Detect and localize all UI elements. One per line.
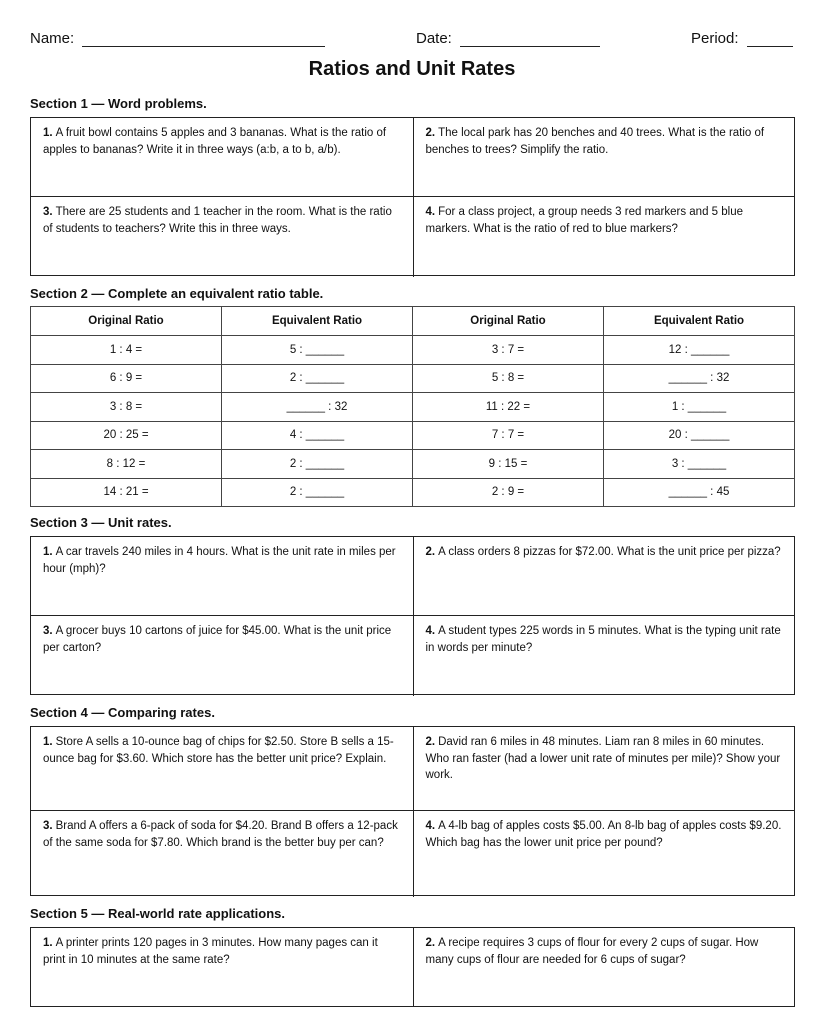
- section-5-title: Section 5 — Real-world rate applications.: [30, 906, 286, 921]
- date-field: [416, 30, 600, 47]
- problem-number: 4.: [425, 820, 436, 832]
- original-ratio-cell: 3 : 7 =: [413, 336, 604, 365]
- original-ratio-cell: 7 : 7 =: [413, 421, 604, 450]
- problem-text: A recipe requires 3 cups of flour for every 2 cups of sugar. How many cups of flour are needed for 6 cups of sugar?: [425, 937, 759, 966]
- section-4-problem-4: [413, 811, 795, 897]
- equivalent-ratio-cell[interactable]: 1 : ______: [604, 393, 795, 422]
- original-ratio-cell: 11 : 22 =: [413, 393, 604, 422]
- original-ratio-cell: 20 : 25 =: [31, 421, 222, 450]
- period-blank-line[interactable]: [747, 32, 793, 47]
- section-1-problem-2: [413, 118, 795, 197]
- section-3-title: Section 3 — Unit rates.: [30, 515, 172, 530]
- section-1-title: Section 1 — Word problems.: [30, 96, 207, 111]
- table-row: [31, 421, 795, 450]
- original-ratio-cell: 1 : 4 =: [31, 336, 222, 365]
- original-ratio-cell: 6 : 9 =: [31, 364, 222, 393]
- column-header: Original Ratio: [31, 307, 222, 336]
- problem-text: Brand A offers a 6-pack of soda for $4.20. Brand B offers a 12-pack of the same soda for $7.80. Which brand is the better buy per can?: [43, 820, 398, 849]
- problem-number: 4.: [425, 206, 436, 218]
- section-5-problem-1: [31, 928, 413, 1006]
- original-ratio-cell: 3 : 8 =: [31, 393, 222, 422]
- equivalent-ratio-cell[interactable]: 20 : ______: [604, 421, 795, 450]
- section-4-grid: [30, 726, 795, 896]
- problem-text: David ran 6 miles in 48 minutes. Liam ran 8 miles in 60 minutes. Who ran faster (had a lower unit rate of minutes per mile)? Show your work.: [425, 736, 781, 781]
- date-label: Date:: [416, 30, 452, 47]
- section-4-problem-3: [31, 811, 413, 897]
- problem-number: 3.: [43, 820, 53, 832]
- problem-text: A student types 225 words in 5 minutes. What is the typing unit rate in words per minute?: [425, 625, 781, 654]
- section-1-problem-4: [413, 197, 795, 277]
- section-4-problem-1: [31, 727, 413, 811]
- problem-number: 3.: [43, 206, 53, 218]
- equivalent-ratio-cell[interactable]: 5 : ______: [222, 336, 413, 365]
- period-label: Period:: [691, 30, 739, 47]
- section-2-title: Section 2 — Complete an equivalent ratio table.: [30, 286, 324, 301]
- equivalent-ratio-cell[interactable]: 2 : ______: [222, 450, 413, 479]
- problem-number: 2.: [425, 127, 436, 139]
- section-1-problem-1: [31, 118, 413, 197]
- problem-number: 2.: [425, 937, 436, 949]
- problem-number: 4.: [425, 625, 436, 637]
- original-ratio-cell: 14 : 21 =: [31, 478, 222, 507]
- column-header: Equivalent Ratio: [222, 307, 413, 336]
- problem-number: 1.: [43, 937, 53, 949]
- problem-text: A car travels 240 miles in 4 hours. What is the unit rate in miles per hour (mph)?: [43, 546, 396, 575]
- equivalent-ratio-table: [30, 306, 795, 507]
- equivalent-ratio-cell[interactable]: 2 : ______: [222, 364, 413, 393]
- equivalent-ratio-cell[interactable]: 12 : ______: [604, 336, 795, 365]
- section-3-problem-3: [31, 616, 413, 696]
- equivalent-ratio-cell[interactable]: ______ : 45: [604, 478, 795, 507]
- original-ratio-cell: 9 : 15 =: [413, 450, 604, 479]
- section-4-problem-2: [413, 727, 795, 811]
- equivalent-ratio-cell[interactable]: 2 : ______: [222, 478, 413, 507]
- equivalent-ratio-cell[interactable]: 3 : ______: [604, 450, 795, 479]
- table-row: [31, 393, 795, 422]
- original-ratio-cell: 2 : 9 =: [413, 478, 604, 507]
- table-row: [31, 364, 795, 393]
- original-ratio-cell: 8 : 12 =: [31, 450, 222, 479]
- problem-number: 1.: [43, 127, 53, 139]
- column-header: Original Ratio: [413, 307, 604, 336]
- section-1-grid: [30, 117, 795, 276]
- problem-number: 1.: [43, 546, 53, 558]
- equivalent-ratio-cell[interactable]: 4 : ______: [222, 421, 413, 450]
- problem-text: A class orders 8 pizzas for $72.00. What is the unit price per pizza?: [438, 546, 781, 558]
- table-row: [31, 478, 795, 507]
- table-header-row: [31, 307, 795, 336]
- section-3-problem-4: [413, 616, 795, 696]
- problem-text: The local park has 20 benches and 40 trees. What is the ratio of benches to trees? Simplify the ratio.: [425, 127, 765, 156]
- equivalent-ratio-cell[interactable]: ______ : 32: [604, 364, 795, 393]
- section-5-grid: [30, 927, 795, 1007]
- period-field: [691, 30, 793, 47]
- section-3-problem-1: [31, 537, 413, 616]
- problem-number: 2.: [425, 736, 436, 748]
- name-blank-line[interactable]: [82, 32, 325, 47]
- name-label: Name:: [30, 30, 75, 47]
- problem-text: A fruit bowl contains 5 apples and 3 bananas. What is the ratio of apples to bananas? Write it in three ways (a:b, a to b, a/b).: [43, 127, 387, 156]
- problem-text: A grocer buys 10 cartons of juice for $45.00. What is the unit price per carton?: [43, 625, 392, 654]
- problem-number: 3.: [43, 625, 53, 637]
- column-header: Equivalent Ratio: [604, 307, 795, 336]
- problem-text: There are 25 students and 1 teacher in the room. What is the ratio of students to teachers? Write this in three ways.: [43, 206, 392, 235]
- section-3-grid: [30, 536, 795, 695]
- section-3-problem-2: [413, 537, 795, 616]
- table-row: [31, 336, 795, 365]
- problem-text: Store A sells a 10-ounce bag of chips for $2.50. Store B sells a 15-ounce bag for $3.60. Which store has the better unit price? Explain.: [43, 736, 394, 765]
- equivalent-ratio-cell[interactable]: ______ : 32: [222, 393, 413, 422]
- problem-text: A printer prints 120 pages in 3 minutes. How many pages can it print in 10 minutes at the same rate?: [43, 937, 378, 966]
- problem-text: For a class project, a group needs 3 red markers and 5 blue markers. What is the ratio of red to blue markers?: [425, 206, 744, 235]
- date-blank-line[interactable]: [460, 32, 600, 47]
- section-1-problem-3: [31, 197, 413, 277]
- problem-number: 1.: [43, 736, 53, 748]
- table-row: [31, 450, 795, 479]
- section-4-title: Section 4 — Comparing rates.: [30, 705, 215, 720]
- worksheet-title: Ratios and Unit Rates: [308, 58, 516, 80]
- problem-text: A 4-lb bag of apples costs $5.00. An 8-lb bag of apples costs $9.20. Which bag has the lower unit price per pound?: [425, 820, 782, 849]
- section-5-problem-2: [413, 928, 795, 1006]
- problem-number: 2.: [425, 546, 436, 558]
- original-ratio-cell: 5 : 8 =: [413, 364, 604, 393]
- name-field: [30, 30, 325, 47]
